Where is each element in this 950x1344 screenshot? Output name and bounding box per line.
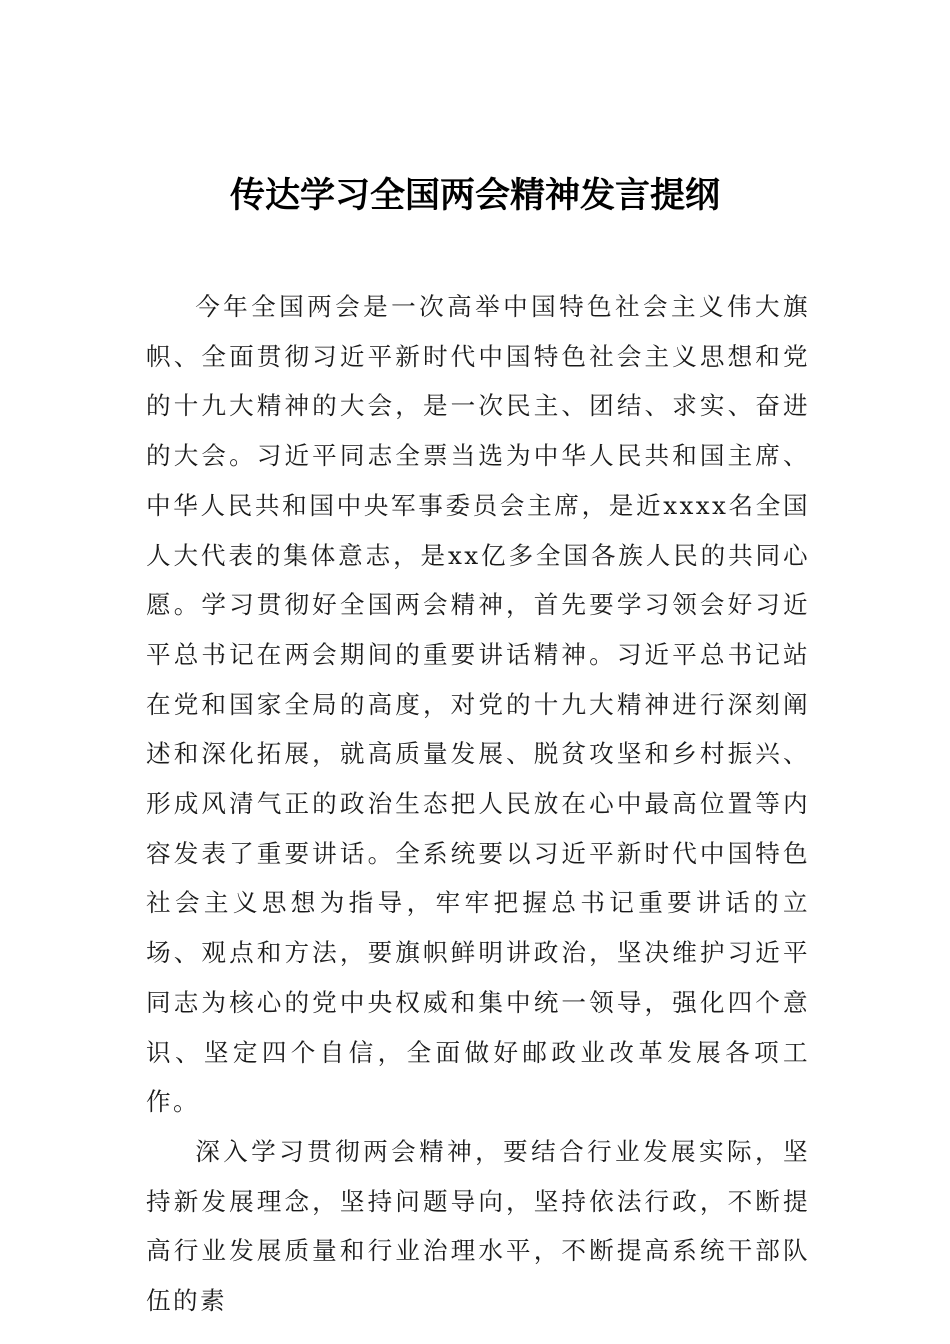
document-body	[146, 282, 810, 1326]
paragraph-1: 今年全国两会是一次高举中国特色社会主义伟大旗帜、全面贯彻习近平新时代中国特色社会主义思想和党的十九大精神的大会，是一次民主、团结、求实、奋进的大会。习近平同志全票当选为中华人民共和国主席、中华人民共和国中央军事委员会主席，是近xxxx名全国人大代表的集体意志，是xx亿多全国各族人民的共同心愿。学习贯彻好全国两会精神，首先要学习领会好习近平总书记在两会期间的重要讲话精神。习近平总书记站在党和国家全局的高度，对党的十九大精神进行深刻阐述和深化拓展，就高质量发展、脱贫攻坚和乡村振兴、形成风清气正的政治生态把人民放在心中最高位置等内容发表了重要讲话。全系统要以习近平新时代中国特色社会主义思想为指导，牢牢把握总书记重要讲话的立场、观点和方法，要旗帜鲜明讲政治，坚决维护习近平同志为核心的党中央权威和集中统一领导，强化四个意识、坚定四个自信，全面做好邮政业改革发展各项工作。	[146, 292, 810, 1117]
document-title: 传达学习全国两会精神发言提纲	[229, 175, 720, 216]
paragraph-2: 深入学习贯彻两会精神，要结合行业发展实际，坚持新发展理念，坚持问题导向，坚持依法行政，不断提高行业发展质量和行业治理水平，不断提高系统干部队伍的素	[146, 1136, 810, 1316]
